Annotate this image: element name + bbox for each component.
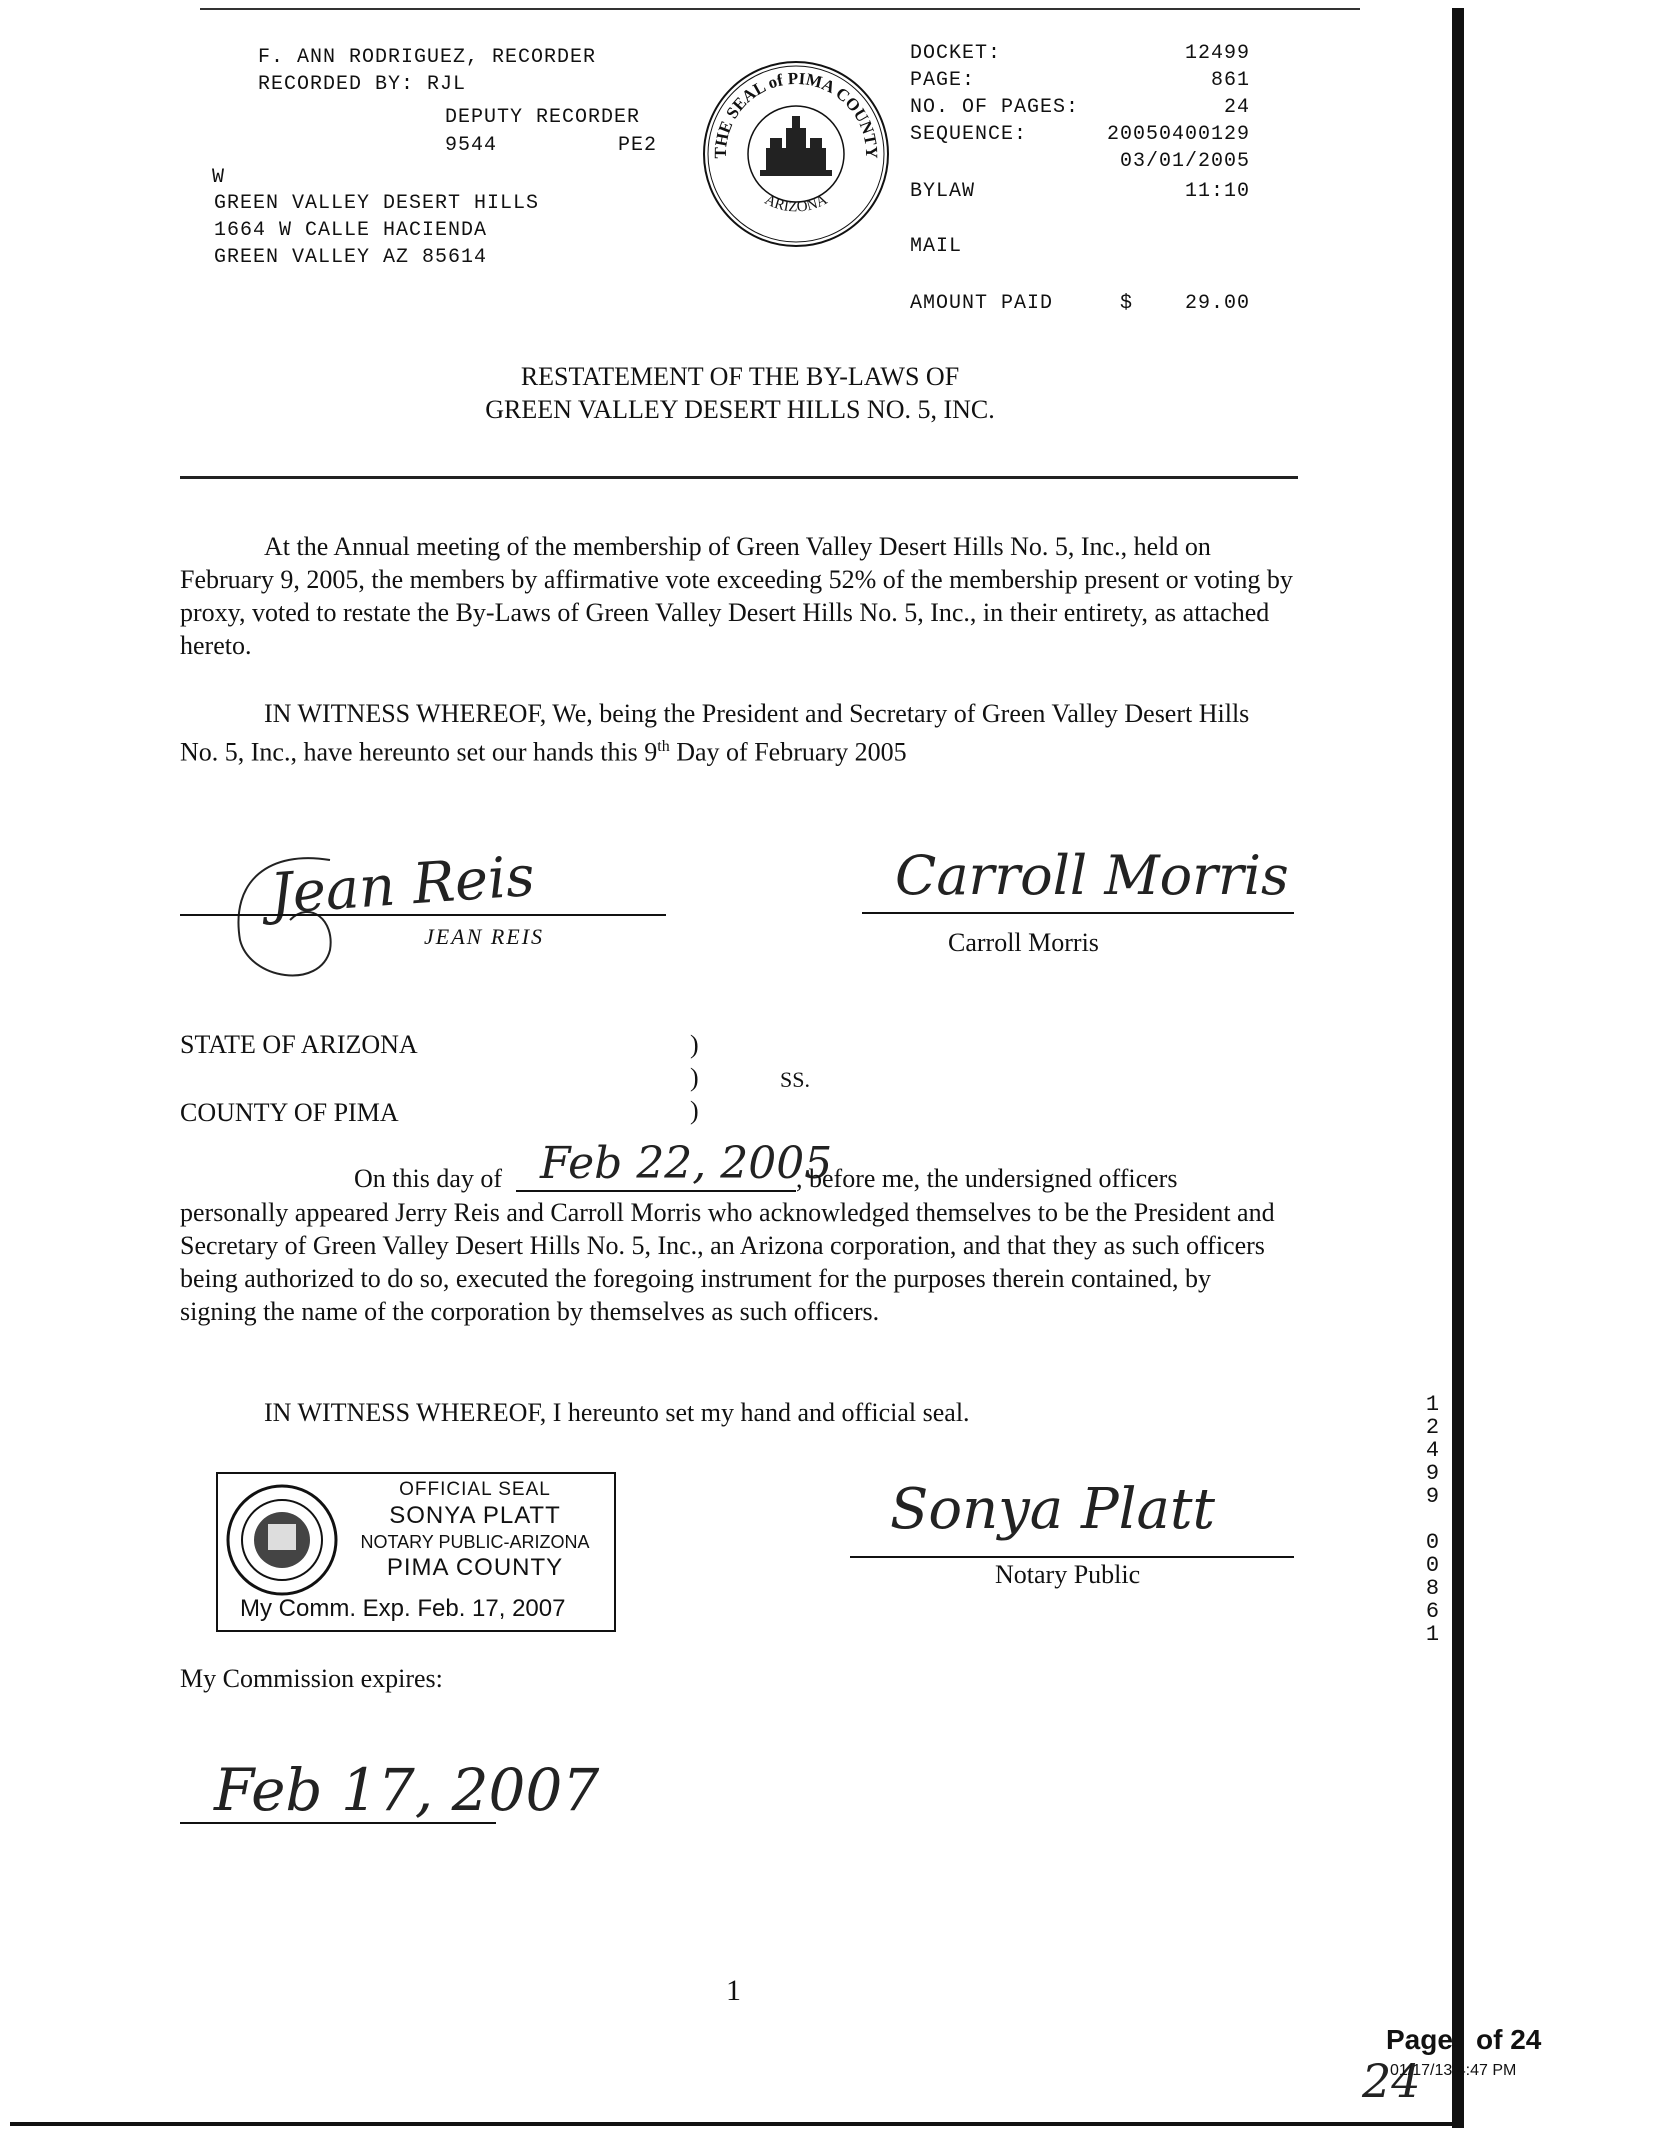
stamp-line-expiry: My Comm. Exp. Feb. 17, 2007	[240, 1595, 566, 1622]
footer-timestamp: 01/17/13 4:47 PM	[1390, 2062, 1517, 2079]
amount-currency: $	[1120, 292, 1134, 315]
jean-reis-printed: JEAN REIS	[424, 924, 545, 949]
bottom-border	[10, 2122, 1464, 2126]
witness-text: IN WITNESS WHEREOF, We, being the President and Secretary of Green Valley Desert Hills No. 5, Inc., have hereunto set our hands this 9	[180, 699, 1250, 767]
right-bar	[1452, 8, 1464, 2128]
recorder-code-1: 9544	[445, 134, 498, 157]
document-title	[300, 360, 1180, 426]
mailing-address	[214, 190, 539, 271]
docket-row	[910, 67, 1250, 94]
title-line-1: RESTATEMENT OF THE BY-LAWS OF	[520, 362, 960, 391]
page-number: 1	[726, 1974, 741, 2007]
state-label: STATE OF ARIZONA	[180, 1030, 418, 1059]
commission-date-line	[180, 1822, 496, 1824]
seal-bottom-text: ARIZONA	[761, 191, 831, 216]
address-line: GREEN VALLEY AZ 85614	[214, 246, 488, 269]
address-line: GREEN VALLEY DESERT HILLS	[214, 192, 540, 215]
jean-reis-signature: Jean Reis	[268, 843, 537, 928]
top-border	[200, 8, 1360, 10]
stamp-line-name: SONYA PLATT	[389, 1502, 561, 1529]
recorder-code-2: PE2	[618, 134, 658, 157]
notary-intro-rest: , before me, the undersigned officers	[796, 1164, 1178, 1193]
notary-intro: On this day of	[354, 1164, 503, 1193]
stamp-line-notary: NOTARY PUBLIC-ARIZONA	[360, 1532, 590, 1552]
vertical-reference: 12499 00861	[1420, 1392, 1445, 1645]
pages-label: NO. OF PAGES:	[910, 96, 1080, 119]
amount-label: AMOUNT PAID	[910, 292, 1054, 315]
docket-row	[910, 121, 1250, 148]
witness-paragraph	[180, 697, 1250, 769]
mail-label: MAIL	[910, 235, 963, 258]
docket-block	[910, 40, 1250, 317]
sequence-label: SEQUENCE:	[910, 123, 1028, 146]
right-signature-line	[862, 912, 1294, 914]
carroll-morris-signature: Carroll Morris	[895, 844, 1289, 907]
paren-2: )	[690, 1063, 699, 1092]
resolution-paragraph: At the Annual meeting of the membership of Green Valley Desert Hills No. 5, Inc., held on February 9, 2005, the members by affirmative vote exceeding 52% of the membership present or voting by proxy, voted to restate the By-Laws of Green Valley Desert Hills No. 5, Inc., in their entirety, as attached hereto.	[180, 532, 1293, 660]
venue-paren	[690, 1028, 699, 1127]
notary-body: personally appeared Jerry Reis and Carroll Morris who acknowledged themselves to be the President and Secretary of Green Valley Desert Hills No. 5, Inc., an Arizona corporation, and that they as such officers being authorized to do so, executed the foregoing instrument for the purposes therein contained, by signing the name of the corporation by themselves as such officers.	[180, 1198, 1275, 1326]
record-time: 11:10	[1184, 180, 1250, 203]
pima-county-seal	[700, 58, 892, 250]
docket-label: DOCKET:	[910, 42, 1002, 65]
title-rule	[180, 476, 1298, 479]
sequence-value: 20050400129	[1106, 123, 1250, 146]
w-mark: W	[212, 166, 226, 189]
witness-text-end: Day of February 2005	[669, 737, 907, 767]
footer-handwritten-number: 24	[1362, 2054, 1421, 2108]
stamp-text	[336, 1478, 614, 1582]
docket-row	[910, 40, 1250, 67]
docket-value: 12499	[1184, 42, 1250, 65]
recorder-name: F. ANN RODRIGUEZ, RECORDER	[258, 46, 597, 69]
carroll-morris-printed: Carroll Morris	[948, 928, 1099, 957]
doc-type: BYLAW	[910, 180, 976, 203]
svg-text:ARIZONA	[762, 192, 830, 216]
notary-date-line	[516, 1190, 796, 1192]
notary-public-label: Notary Public	[995, 1560, 1141, 1589]
recorder-block	[258, 44, 596, 98]
commission-label: My Commission expires:	[180, 1664, 443, 1693]
pages-value: 24	[1223, 96, 1250, 119]
amount-row	[910, 290, 1250, 317]
seal-top-text: THE SEAL of PIMA COUNTY	[710, 68, 882, 159]
notary-signature-line	[850, 1556, 1294, 1558]
commission-date-handwritten: Feb 17, 2007	[214, 1756, 600, 1824]
recorded-by: RECORDED BY: RJL	[258, 73, 467, 96]
footer-page-label: Page	[1386, 2024, 1453, 2055]
docket-row	[910, 94, 1250, 121]
address-line: 1664 W CALLE HACIENDA	[214, 219, 488, 242]
stamp-line-county: PIMA COUNTY	[386, 1554, 564, 1581]
official-seal-stamp	[216, 1472, 616, 1632]
docket-row	[910, 178, 1250, 205]
stamp-line-official: OFFICIAL SEAL	[399, 1479, 551, 1500]
paren-1: )	[690, 1030, 699, 1059]
county-label: COUNTY OF PIMA	[180, 1098, 399, 1127]
arizona-state-seal	[226, 1484, 338, 1596]
left-signature-line	[180, 914, 666, 916]
record-date: 03/01/2005	[1119, 150, 1250, 173]
witness-seal-line: IN WITNESS WHEREOF, I hereunto set my hand and official seal.	[264, 1398, 970, 1427]
sonya-platt-signature: Sonya Platt	[890, 1477, 1215, 1542]
deputy-recorder: DEPUTY RECORDER	[445, 106, 641, 129]
notary-date-handwritten: Feb 22, 2005	[540, 1138, 833, 1189]
ss-label: SS.	[780, 1067, 810, 1092]
page-value: 861	[1210, 69, 1250, 92]
amount-value: 29.00	[1184, 292, 1250, 315]
witness-sup: th	[657, 738, 670, 755]
signature-flourish	[210, 840, 410, 1000]
footer-of-label: of 24	[1476, 2024, 1542, 2055]
title-line-2: GREEN VALLEY DESERT HILLS NO. 5, INC.	[485, 395, 995, 424]
paren-3: )	[690, 1096, 699, 1125]
page-label: PAGE:	[910, 69, 976, 92]
